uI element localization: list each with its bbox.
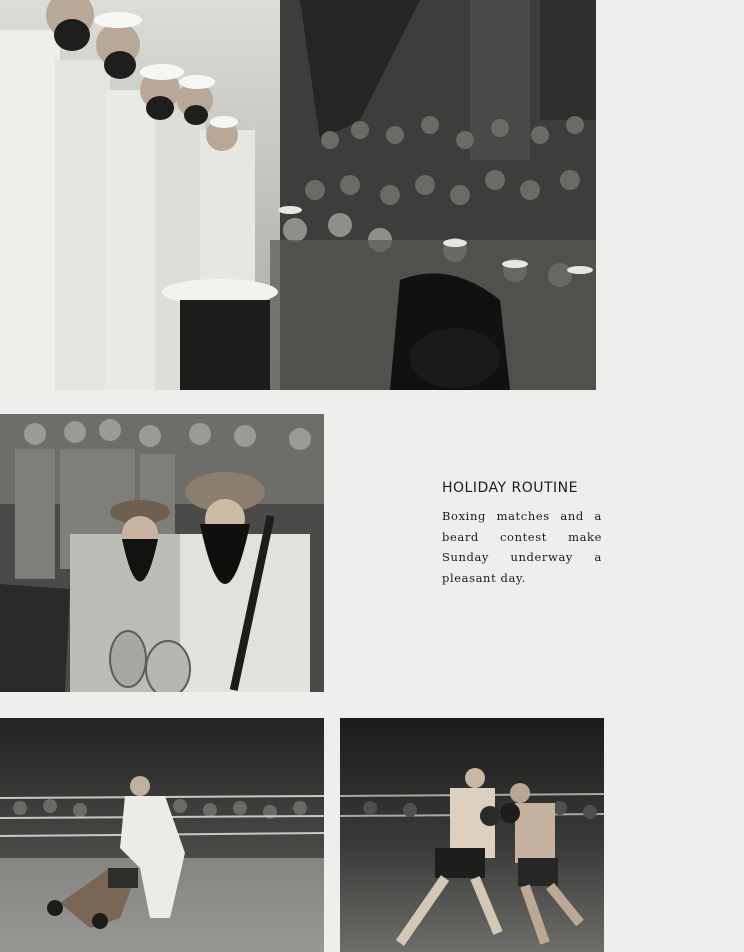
caption-body: Boxing matches and a beard contest make Sunday underway a pleasant day. [442,509,602,585]
photo-boxing-exchange-image [340,718,604,952]
photo-beard-lineup [0,0,596,390]
caption-block [442,480,602,588]
photo-beard-contestants [0,414,324,692]
photo-beard-contestants-image [0,414,324,692]
caption-title: HOLIDAY ROUTINE [442,480,578,496]
photo-boxing-knockdown [0,718,324,952]
photo-boxing-exchange [340,718,604,952]
photo-boxing-knockdown-image [0,718,324,952]
photo-beard-lineup-image [0,0,596,390]
